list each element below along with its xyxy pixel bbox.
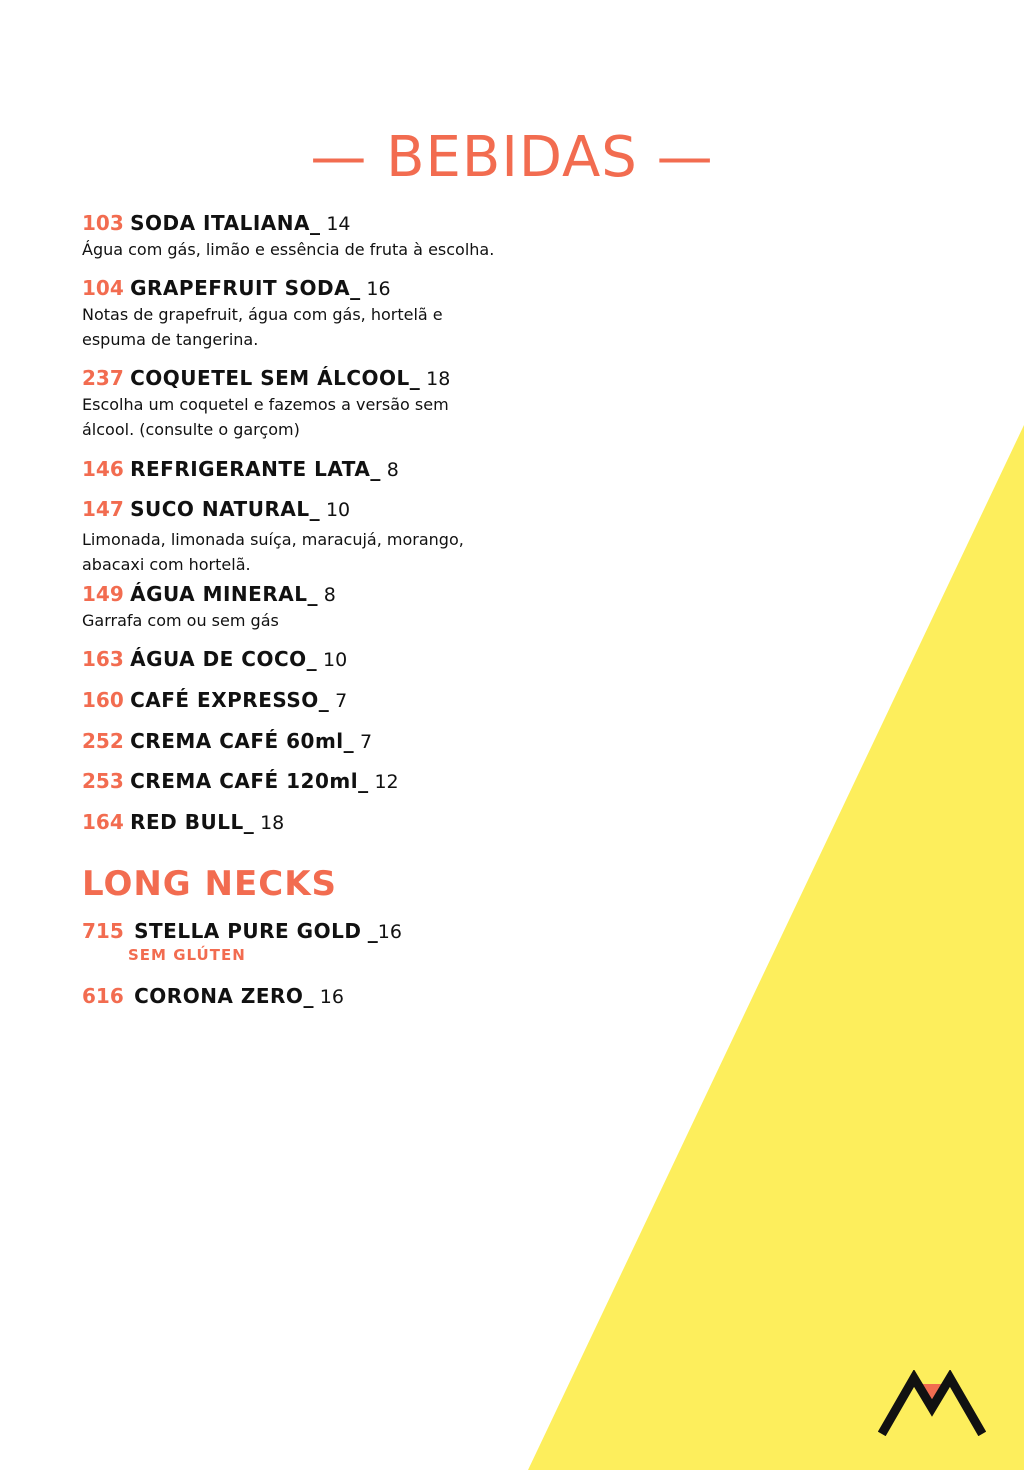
item-price: 8 — [386, 459, 399, 481]
item-separator: _ — [350, 276, 361, 300]
item-name: ÁGUA DE COCO — [130, 647, 307, 671]
item-name: CREMA CAFÉ 60ml — [130, 729, 344, 753]
item-separator: _ — [370, 457, 381, 481]
item-code: 237 — [82, 366, 124, 390]
item-separator: _ — [243, 810, 254, 834]
item-code: 160 — [82, 688, 124, 712]
item-name: GRAPEFRUIT SODA — [130, 276, 351, 300]
item-price: 16 — [319, 986, 344, 1008]
item-code: 616 — [82, 984, 124, 1008]
item-code: 715 — [82, 919, 124, 943]
item-price: 8 — [323, 584, 336, 606]
item-name: SODA ITALIANA — [130, 211, 310, 235]
item-separator: _ — [306, 647, 317, 671]
item-price: 10 — [325, 499, 351, 521]
menu-item — [82, 581, 542, 633]
item-price: 18 — [260, 812, 285, 834]
item-price: 7 — [335, 690, 348, 712]
item-code: 104 — [82, 276, 124, 300]
item-price: 12 — [374, 771, 399, 793]
menu-item — [82, 210, 542, 262]
item-code: 146 — [82, 457, 124, 481]
item-code: 253 — [82, 769, 124, 793]
item-name: SUCO NATURAL — [130, 497, 310, 521]
item-description: Água com gás, limão e essência de fruta à escolha. — [82, 240, 495, 259]
item-separator: _ — [409, 366, 420, 390]
item-price: 16 — [377, 921, 402, 943]
menu-item — [82, 365, 542, 442]
item-price: 16 — [366, 278, 391, 300]
item-name: CORONA ZERO — [134, 984, 304, 1008]
item-separator: _ — [307, 582, 318, 606]
item-description: Escolha um coquetel e fazemos a versão sem álcool. (consulte o garçom) — [82, 395, 449, 439]
item-name: CAFÉ EXPRESSO — [130, 688, 319, 712]
menu-item — [82, 275, 542, 352]
item-name: REFRIGERANTE LATA — [130, 457, 371, 481]
item-name: ÁGUA MINERAL — [130, 582, 308, 606]
page-title: — BEBIDAS — — [310, 125, 714, 190]
item-name: CREMA CAFÉ 120ml — [130, 769, 359, 793]
item-price: 10 — [323, 649, 348, 671]
item-separator: _ — [303, 984, 314, 1008]
gluten-free-tag: SEM GLÚTEN — [128, 946, 246, 964]
item-separator: _ — [309, 497, 320, 521]
item-code: 164 — [82, 810, 124, 834]
menu-item — [82, 687, 542, 714]
menu-item — [82, 809, 542, 836]
menu-item — [82, 728, 542, 755]
item-separator: _ — [367, 919, 378, 943]
menu-item — [82, 646, 542, 673]
menu-item — [82, 456, 542, 483]
item-code: 163 — [82, 647, 124, 671]
menu-item — [82, 496, 542, 577]
item-separator: _ — [309, 211, 320, 235]
item-name: RED BULL — [130, 810, 244, 834]
item-separator: _ — [318, 688, 329, 712]
item-separator: _ — [343, 729, 354, 753]
item-name: COQUETEL SEM ÁLCOOL — [130, 366, 410, 390]
brand-logo — [878, 1370, 986, 1436]
item-price: 18 — [426, 368, 451, 390]
item-code: 147 — [82, 497, 124, 521]
menu-item — [82, 768, 542, 795]
section-title-long-necks: LONG NECKS — [82, 864, 338, 904]
menu-item — [82, 983, 542, 1010]
item-code: 149 — [82, 582, 124, 606]
item-description: Garrafa com ou sem gás — [82, 611, 279, 630]
menu-item — [82, 918, 542, 965]
item-name: STELLA PURE GOLD — [134, 919, 362, 943]
item-code: 252 — [82, 729, 124, 753]
item-description: Notas de grapefruit, água com gás, hortelã e espuma de tangerina. — [82, 305, 443, 349]
yellow-triangle-shape — [528, 425, 1024, 1470]
item-price: 14 — [326, 213, 351, 235]
item-separator: _ — [358, 769, 369, 793]
item-description: Limonada, limonada suíça, maracujá, morango, abacaxi com hortelã. — [82, 530, 464, 574]
item-code: 103 — [82, 211, 124, 235]
item-price: 7 — [360, 731, 373, 753]
